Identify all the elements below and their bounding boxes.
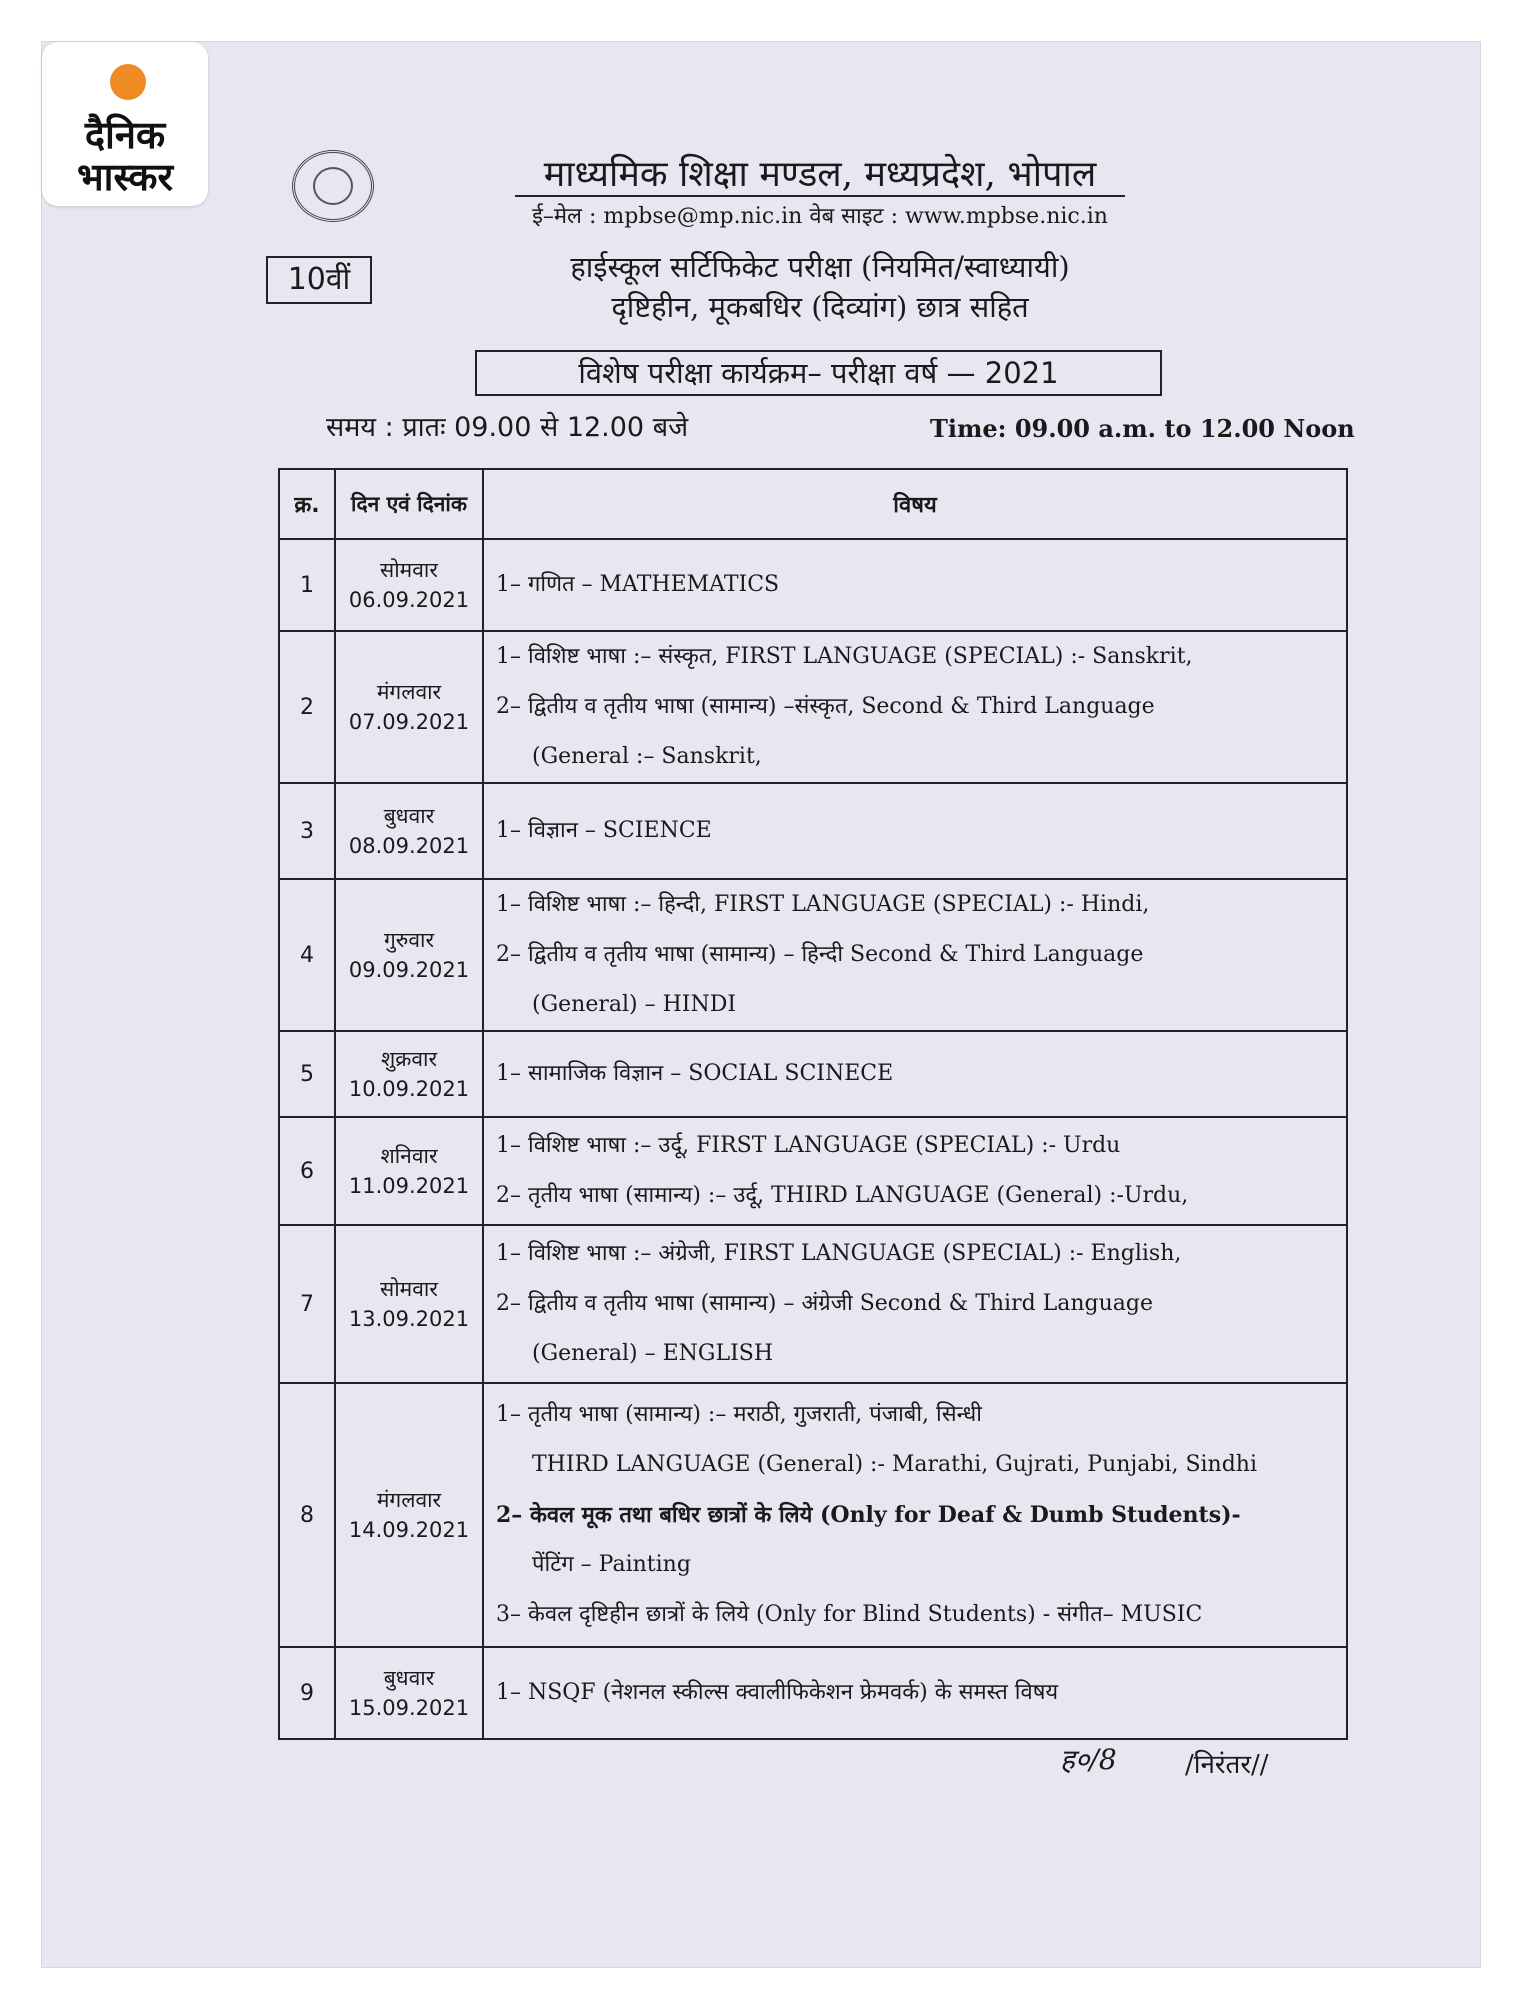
row-number: 6 — [279, 1117, 335, 1225]
table-row — [279, 1225, 1347, 1383]
row-day: मंगलवार — [376, 680, 442, 704]
row-number: 4 — [279, 879, 335, 1031]
row-number: 5 — [279, 1031, 335, 1117]
row-day: शनिवार — [380, 1144, 438, 1168]
row-day-date — [335, 1117, 483, 1225]
table-row — [279, 1031, 1347, 1117]
continued-mark: /निरंतर// — [1185, 1750, 1269, 1780]
row-date: 11.09.2021 — [348, 1174, 470, 1198]
row-subject — [483, 783, 1347, 879]
subject-line: 1– विज्ञान – SCIENCE — [496, 818, 712, 843]
table-row — [279, 1117, 1347, 1225]
brand-line2: भास्कर — [76, 155, 174, 199]
subject-line: 1– NSQF (नेशनल स्कील्स क्वालीफिकेशन फ्रेमवर्क) के समस्त विषय — [496, 1680, 1059, 1705]
subject-line: 1– गणित – MATHEMATICS — [496, 572, 780, 597]
contact-line: ई–मेल : mpbse@mp.nic.in वेब साइट : www.mpbse.nic.in — [532, 204, 1108, 229]
row-day: मंगलवार — [376, 1488, 442, 1512]
row-day-date — [335, 1647, 483, 1739]
schedule-table — [278, 468, 1348, 1740]
subject-line: 1– विशिष्ट भाषा :– संस्कृत, FIRST LANGUAGE (SPECIAL) :- Sanskrit, — [496, 644, 1193, 669]
row-date: 08.09.2021 — [348, 834, 470, 858]
time-english: Time: 09.00 a.m. to 12.00 Noon — [930, 414, 1355, 443]
row-number: 8 — [279, 1383, 335, 1647]
exam-subtitle-1: हाईस्कूल सर्टिफिकेट परीक्षा (नियमित/स्वाध्यायी) — [570, 250, 1070, 284]
row-date: 14.09.2021 — [348, 1518, 470, 1542]
row-subject — [483, 1647, 1347, 1739]
brand-logo — [42, 42, 208, 206]
row-day-date — [335, 879, 483, 1031]
row-date: 06.09.2021 — [348, 588, 470, 612]
row-day: सोमवार — [380, 558, 438, 582]
subject-line: 1– विशिष्ट भाषा :– अंग्रेजी, FIRST LANGUAGE (SPECIAL) :- English, — [496, 1241, 1182, 1266]
row-subject — [483, 631, 1347, 783]
row-day-date — [335, 631, 483, 783]
table-row — [279, 539, 1347, 631]
row-subject — [483, 1117, 1347, 1225]
special-program-box: विशेष परीक्षा कार्यक्रम– परीक्षा वर्ष — 2021 — [475, 350, 1162, 396]
subject-line: THIRD LANGUAGE (General) :- Marathi, Gujrati, Punjabi, Sindhi — [532, 1452, 1258, 1477]
subject-line: 2– द्वितीय व तृतीय भाषा (सामान्य) – हिन्दी Second & Third Language — [496, 942, 1144, 967]
subject-line: 1– विशिष्ट भाषा :– हिन्दी, FIRST LANGUAGE (SPECIAL) :- Hindi, — [496, 892, 1150, 917]
row-date: 15.09.2021 — [348, 1696, 470, 1720]
table-row — [279, 1383, 1347, 1647]
row-number: 2 — [279, 631, 335, 783]
subject-line: 2– द्वितीय व तृतीय भाषा (सामान्य) –संस्कृत, Second & Third Language — [496, 694, 1155, 719]
row-day: शुक्रवार — [380, 1047, 438, 1071]
signature: ह०/8 — [1060, 1743, 1117, 1776]
row-day-date — [335, 1383, 483, 1647]
subject-line: 2– केवल मूक तथा बधिर छात्रों के लिये (Only for Deaf & Dumb Students)- — [496, 1502, 1241, 1528]
subject-line: (General :– Sanskrit, — [532, 744, 762, 769]
row-subject — [483, 1383, 1347, 1647]
table-row — [279, 631, 1347, 783]
title-underline — [515, 195, 1125, 197]
board-title: माध्यमिक शिक्षा मण्डल, मध्यप्रदेश, भोपाल — [543, 154, 1097, 195]
row-day-date — [335, 783, 483, 879]
header-no: क्र. — [279, 469, 335, 539]
table-row — [279, 1647, 1347, 1739]
row-day: सोमवार — [380, 1277, 438, 1301]
subject-line: 2– तृतीय भाषा (सामान्य) :– उर्दू, THIRD LANGUAGE (General) :-Urdu, — [496, 1183, 1189, 1208]
row-day-date — [335, 1031, 483, 1117]
row-date: 10.09.2021 — [348, 1077, 470, 1101]
row-day: गुरुवार — [383, 928, 435, 952]
grade-badge: 10वीं — [266, 256, 372, 304]
row-date: 13.09.2021 — [348, 1307, 470, 1331]
header-day: दिन एवं दिनांक — [335, 469, 483, 539]
row-number: 9 — [279, 1647, 335, 1739]
table-row — [279, 879, 1347, 1031]
row-subject — [483, 1225, 1347, 1383]
subject-line: 1– सामाजिक विज्ञान – SOCIAL SCINECE — [496, 1061, 894, 1086]
row-day-date — [335, 1225, 483, 1383]
row-date: 09.09.2021 — [348, 958, 470, 982]
sun-icon — [110, 64, 146, 100]
row-day: बुधवार — [383, 804, 435, 828]
row-day-date — [335, 539, 483, 631]
brand-line1: दैनिक — [84, 113, 166, 157]
subject-line: 3– केवल दृष्टिहीन छात्रों के लिये (Only for Blind Students) - संगीत– MUSIC — [496, 1602, 1203, 1627]
subject-line: 1– तृतीय भाषा (सामान्य) :– मराठी, गुजराती, पंजाबी, सिन्धी — [496, 1402, 982, 1427]
subject-line: 2– द्वितीय व तृतीय भाषा (सामान्य) – अंग्रेजी Second & Third Language — [496, 1291, 1154, 1316]
table-row — [279, 783, 1347, 879]
row-subject — [483, 879, 1347, 1031]
time-hindi: समय : प्रातः 09.00 से 12.00 बजे — [326, 412, 689, 443]
subject-line: (General) – HINDI — [532, 992, 737, 1017]
row-number: 7 — [279, 1225, 335, 1383]
row-number: 3 — [279, 783, 335, 879]
exam-subtitle-2: दृष्टिहीन, मूकबधिर (दिव्यांग) छात्र सहित — [611, 290, 1029, 324]
header-subject: विषय — [483, 469, 1347, 539]
board-seal-icon — [292, 150, 374, 222]
subject-line: पेंटिंग – Painting — [532, 1552, 691, 1577]
row-subject — [483, 1031, 1347, 1117]
row-subject — [483, 539, 1347, 631]
row-date: 07.09.2021 — [348, 710, 470, 734]
subject-line: (General) – ENGLISH — [532, 1341, 774, 1366]
row-day: बुधवार — [383, 1666, 435, 1690]
row-number: 1 — [279, 539, 335, 631]
subject-line: 1– विशिष्ट भाषा :– उर्दू, FIRST LANGUAGE (SPECIAL) :- Urdu — [496, 1133, 1121, 1158]
